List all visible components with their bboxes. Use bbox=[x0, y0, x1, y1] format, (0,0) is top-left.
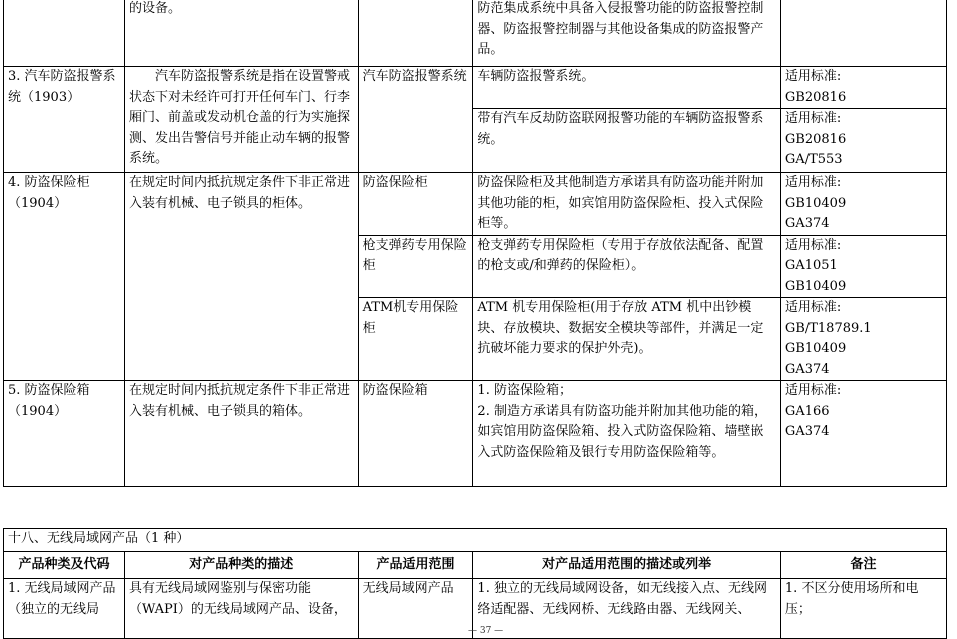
note-line: GA/T553 bbox=[784, 152, 843, 167]
description-cell: 在规定时间内抵抗规定条件下非正常进入装有机械、电子锁具的柜体。 bbox=[124, 173, 358, 381]
detail-line: 2. 制造方承诺具有防盗功能并附加其他功能的箱，如宾馆用防盗保险箱、投入式防盗保险箱、墙壁嵌入式防盗保险箱及银行专用防盗保险箱等。 bbox=[477, 403, 767, 460]
notes-cell bbox=[780, 381, 946, 487]
detail-cell: 车辆防盗报警系统。 bbox=[473, 67, 781, 109]
scope-cell: 防盗保险箱 bbox=[358, 381, 473, 487]
section-title: 十八、无线局域网产品（1 种） bbox=[4, 529, 947, 552]
description-cell: 具有无线局域网鉴别与保密功能（WAPI）的无线局域网产品、设备， bbox=[124, 579, 358, 639]
detail-cell: 1. 独立的无线局域网设备，如无线接入点、无线网络适配器、无线网桥、无线路由器、无线网关、 bbox=[473, 579, 780, 639]
note-line: GA374 bbox=[784, 424, 830, 439]
note-line: 适用标准: bbox=[784, 383, 842, 398]
category-cell: 3. 汽车防盗报警系统（1903） bbox=[4, 67, 125, 173]
note-line: 适用标准: bbox=[784, 300, 842, 315]
page-number: — 37 — bbox=[468, 626, 504, 636]
detail-cell bbox=[473, 381, 781, 487]
note-line: 适用标准: bbox=[784, 237, 842, 253]
note-line: 适用标准: bbox=[784, 69, 842, 84]
note-line: GA374 bbox=[784, 361, 830, 377]
table-row bbox=[4, 67, 947, 109]
description-cell: 在规定时间内抵抗规定条件下非正常进入装有机械、电子锁具的箱体。 bbox=[124, 381, 358, 487]
header-notes: 备注 bbox=[780, 552, 946, 579]
note-line: GA1051 bbox=[784, 258, 838, 273]
notes-cell bbox=[780, 0, 946, 67]
scope-cell: 汽车防盗报警系统 bbox=[358, 67, 473, 173]
scope-cell: 无线局域网产品 bbox=[358, 579, 473, 639]
header-scope: 产品适用范围 bbox=[358, 552, 473, 579]
table-row bbox=[4, 0, 947, 67]
category-cell: 5. 防盗保险箱（1904） bbox=[4, 381, 125, 487]
note-line: GB10409 bbox=[784, 341, 847, 356]
notes-cell bbox=[780, 173, 946, 236]
note-line: 适用标准: bbox=[784, 111, 842, 126]
description-cell: 汽车防盗报警系统是指在设置警戒状态下对未经许可打开任何车门、行李厢门、前盖或发动机仓盖的行为实施探测、发出告警信号并能止动车辆的报警系统。 bbox=[124, 67, 358, 173]
category-cell: 4. 防盗保险柜（1904） bbox=[4, 173, 125, 381]
notes-cell bbox=[780, 67, 946, 109]
note-line: GB20816 bbox=[784, 89, 847, 105]
product-table-wlan bbox=[3, 528, 947, 639]
detail-cell: ATM 机专用保险柜(用于存放 ATM 机中出钞模块、存放模块、数据安全模块等部件，并满足一定抗破坏能力要求的保护外壳)。 bbox=[473, 298, 781, 381]
detail-cell: 防盗保险柜及其他制造方承诺具有防盗功能并附加其他功能的柜，如宾馆用防盗保险柜、投入式保险柜等。 bbox=[473, 173, 781, 236]
note-line: 适用标准: bbox=[784, 175, 842, 190]
detail-cell: 枪支弹药专用保险柜（专用于存放依法配备、配置的枪支或/和弹药的保险柜）。 bbox=[473, 235, 781, 298]
note-line: GB20816 bbox=[784, 131, 847, 147]
notes-cell bbox=[780, 298, 946, 381]
category-cell: 1. 无线局域网产品（独立的无线局 bbox=[4, 579, 125, 639]
detail-cell: 防范集成系统中具备入侵报警功能的防盗报警控制器、防盗报警控制器与其他设备集成的防盗报警产品。 bbox=[473, 0, 781, 67]
notes-cell bbox=[780, 235, 946, 298]
product-table-security bbox=[3, 0, 947, 487]
scope-cell: ATM机专用保险柜 bbox=[358, 298, 473, 381]
note-line: GA166 bbox=[784, 403, 830, 419]
table-row bbox=[4, 381, 947, 487]
table-row bbox=[4, 173, 947, 236]
header-category: 产品种类及代码 bbox=[4, 552, 125, 579]
scope-cell: 防盗保险柜 bbox=[358, 173, 473, 236]
note-line: GB/T18789.1 bbox=[784, 320, 872, 336]
notes-cell bbox=[780, 109, 946, 173]
note-line: GB10409 bbox=[784, 195, 847, 211]
detail-line: 1. 防盗保险箱； bbox=[477, 383, 572, 398]
note-line: GA374 bbox=[784, 216, 830, 231]
header-description: 对产品种类的描述 bbox=[124, 552, 358, 579]
description-cell: 的设备。 bbox=[124, 0, 358, 67]
notes-cell: 1. 不区分使用场所和电压； bbox=[780, 579, 946, 639]
section-title-row bbox=[4, 529, 947, 552]
detail-cell: 带有汽车反劫防盗联网报警功能的车辆防盗报警系统。 bbox=[473, 109, 781, 173]
scope-cell: 枪支弹药专用保险柜 bbox=[358, 235, 473, 298]
scope-cell bbox=[358, 0, 473, 67]
category-cell bbox=[4, 0, 125, 67]
note-line: GB10409 bbox=[784, 278, 847, 294]
header-detail: 对产品适用范围的描述或列举 bbox=[473, 552, 780, 579]
header-row bbox=[4, 552, 947, 579]
